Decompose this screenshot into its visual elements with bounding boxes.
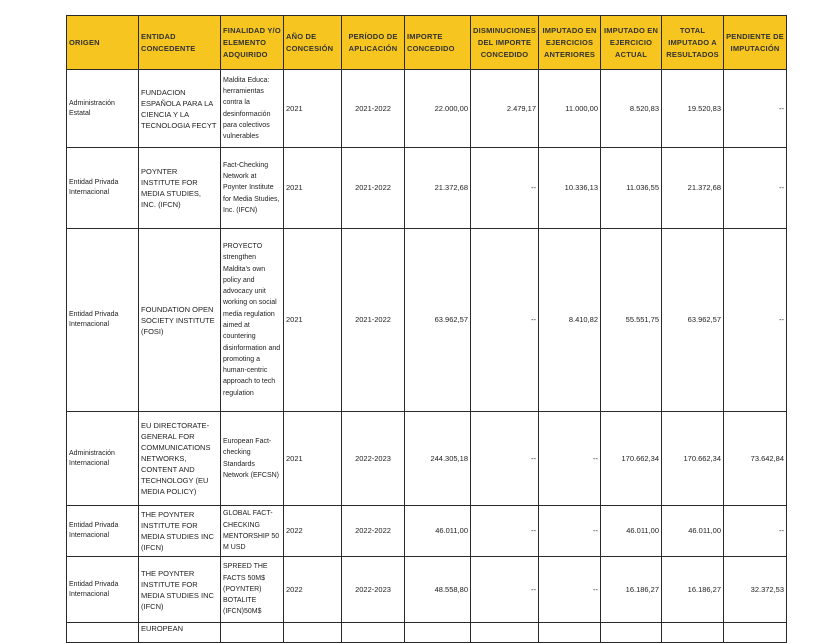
cell-importe: 48.558,80	[405, 557, 471, 623]
cell-origen: Entidad Privada Internacional	[67, 148, 139, 229]
cell-periodo	[342, 623, 405, 643]
cell-total-imputado: 16.186,27	[662, 557, 724, 623]
cell-entidad: THE POYNTER INSTITUTE FOR MEDIA STUDIES INC (IFCN)	[139, 557, 221, 623]
cell-total-imputado: 170.662,34	[662, 412, 724, 506]
header-finalidad: FINALIDAD Y/O ELEMENTO ADQUIRIDO	[221, 16, 284, 70]
cell-imputado-actual: 170.662,34	[601, 412, 662, 506]
cell-entidad: POYNTER INSTITUTE FOR MEDIA STUDIES, INC. (IFCN)	[139, 148, 221, 229]
cell-total-imputado: 46.011,00	[662, 506, 724, 557]
cell-pendiente: 32.372,53	[724, 557, 787, 623]
header-disminuciones: DISMINUCIONES DEL IMPORTE CONCEDIDO	[471, 16, 539, 70]
cell-entidad: EUROPEAN	[139, 623, 221, 643]
cell-entidad: FUNDACION ESPAÑOLA PARA LA CIENCIA Y LA TECNOLOGIA FECYT	[139, 70, 221, 148]
cell-origen	[67, 623, 139, 643]
cell-total-imputado: 19.520,83	[662, 70, 724, 148]
cell-pendiente: --	[724, 148, 787, 229]
table-row	[67, 623, 787, 643]
header-periodo: PERÍODO DE APLICACIÓN	[342, 16, 405, 70]
cell-imputado-anteriores: 8.410,82	[539, 229, 601, 412]
cell-pendiente: --	[724, 229, 787, 412]
cell-origen: Administración Estatal	[67, 70, 139, 148]
cell-importe: 244.305,18	[405, 412, 471, 506]
table-row	[67, 70, 787, 148]
cell-imputado-actual: 8.520,83	[601, 70, 662, 148]
cell-anio: 2021	[284, 148, 342, 229]
cell-importe: 21.372,68	[405, 148, 471, 229]
cell-imputado-actual: 55.551,75	[601, 229, 662, 412]
table-row	[67, 506, 787, 557]
table-row	[67, 557, 787, 623]
cell-disminuciones	[471, 623, 539, 643]
cell-anio: 2021	[284, 70, 342, 148]
table-row	[67, 229, 787, 412]
cell-disminuciones: --	[471, 412, 539, 506]
cell-periodo: 2022-2023	[342, 412, 405, 506]
header-entidad: ENTIDAD CONCEDENTE	[139, 16, 221, 70]
cell-imputado-anteriores: --	[539, 557, 601, 623]
cell-entidad: THE POYNTER INSTITUTE FOR MEDIA STUDIES INC (IFCN)	[139, 506, 221, 557]
cell-pendiente	[724, 623, 787, 643]
header-row	[67, 16, 787, 70]
cell-periodo: 2022-2022	[342, 506, 405, 557]
cell-anio: 2021	[284, 229, 342, 412]
cell-importe: 63.962,57	[405, 229, 471, 412]
cell-entidad: FOUNDATION OPEN SOCIETY INSTITUTE (FOSI)	[139, 229, 221, 412]
cell-imputado-actual: 16.186,27	[601, 557, 662, 623]
cell-anio	[284, 623, 342, 643]
header-imputado-actual: IMPUTADO EN EJERCICIO ACTUAL	[601, 16, 662, 70]
cell-finalidad: European Fact-checking Standards Network (EFCSN)	[221, 412, 284, 506]
cell-imputado-actual	[601, 623, 662, 643]
cell-anio: 2022	[284, 506, 342, 557]
cell-imputado-anteriores: --	[539, 506, 601, 557]
cell-disminuciones: --	[471, 506, 539, 557]
cell-total-imputado: 21.372,68	[662, 148, 724, 229]
cell-imputado-anteriores	[539, 623, 601, 643]
cell-importe	[405, 623, 471, 643]
cell-importe: 22.000,00	[405, 70, 471, 148]
cell-finalidad: PROYECTO strengthen Maldita's own policy and advocacy unit working on social media regulation aimed at countering disinformation and promoting a human-centric approach to tech regulation	[221, 229, 284, 412]
cell-pendiente: --	[724, 506, 787, 557]
cell-periodo: 2022-2023	[342, 557, 405, 623]
cell-origen: Entidad Privada Internacional	[67, 557, 139, 623]
cell-finalidad: Maldita Educa: herramientas contra la desinformación para colectivos vulnerables	[221, 70, 284, 148]
cell-anio: 2022	[284, 557, 342, 623]
cell-importe: 46.011,00	[405, 506, 471, 557]
cell-imputado-anteriores: 11.000,00	[539, 70, 601, 148]
cell-imputado-anteriores: --	[539, 412, 601, 506]
cell-entidad: EU DIRECTORATE-GENERAL FOR COMMUNICATIONS NETWORKS, CONTENT AND TECHNOLOGY (EU MEDIA POLICY)	[139, 412, 221, 506]
cell-total-imputado	[662, 623, 724, 643]
cell-pendiente: --	[724, 70, 787, 148]
cell-origen: Administración Internacional	[67, 412, 139, 506]
cell-disminuciones: --	[471, 229, 539, 412]
cell-origen: Entidad Privada Internacional	[67, 229, 139, 412]
cell-finalidad: SPREED THE FACTS 50M$ (POYNTER) BOTALITE (IFCN)50M$	[221, 557, 284, 623]
cell-periodo: 2021-2022	[342, 70, 405, 148]
cell-imputado-anteriores: 10.336,13	[539, 148, 601, 229]
header-importe: IMPORTE CONCEDIDO	[405, 16, 471, 70]
header-anio: AÑO DE CONCESIÓN	[284, 16, 342, 70]
cell-finalidad: Fact-Checking Network at Poynter Institute for Media Studies, Inc. (IFCN)	[221, 148, 284, 229]
grants-table	[66, 15, 787, 643]
table-row	[67, 412, 787, 506]
cell-imputado-actual: 46.011,00	[601, 506, 662, 557]
header-total-imputado: TOTAL IMPUTADO A RESULTADOS	[662, 16, 724, 70]
cell-periodo: 2021-2022	[342, 229, 405, 412]
header-imputado-anteriores: IMPUTADO EN EJERCICIOS ANTERIORES	[539, 16, 601, 70]
cell-anio: 2021	[284, 412, 342, 506]
cell-disminuciones: --	[471, 148, 539, 229]
cell-disminuciones: 2.479,17	[471, 70, 539, 148]
cell-origen: Entidad Privada Internacional	[67, 506, 139, 557]
cell-finalidad	[221, 623, 284, 643]
cell-periodo: 2021-2022	[342, 148, 405, 229]
header-origen: ORIGEN	[67, 16, 139, 70]
cell-finalidad: GLOBAL FACT-CHECKING MENTORSHIP 50 M USD	[221, 506, 284, 557]
header-pendiente: PENDIENTE DE IMPUTACIÓN	[724, 16, 787, 70]
table-row	[67, 148, 787, 229]
cell-disminuciones: --	[471, 557, 539, 623]
cell-imputado-actual: 11.036,55	[601, 148, 662, 229]
cell-total-imputado: 63.962,57	[662, 229, 724, 412]
cell-pendiente: 73.642,84	[724, 412, 787, 506]
